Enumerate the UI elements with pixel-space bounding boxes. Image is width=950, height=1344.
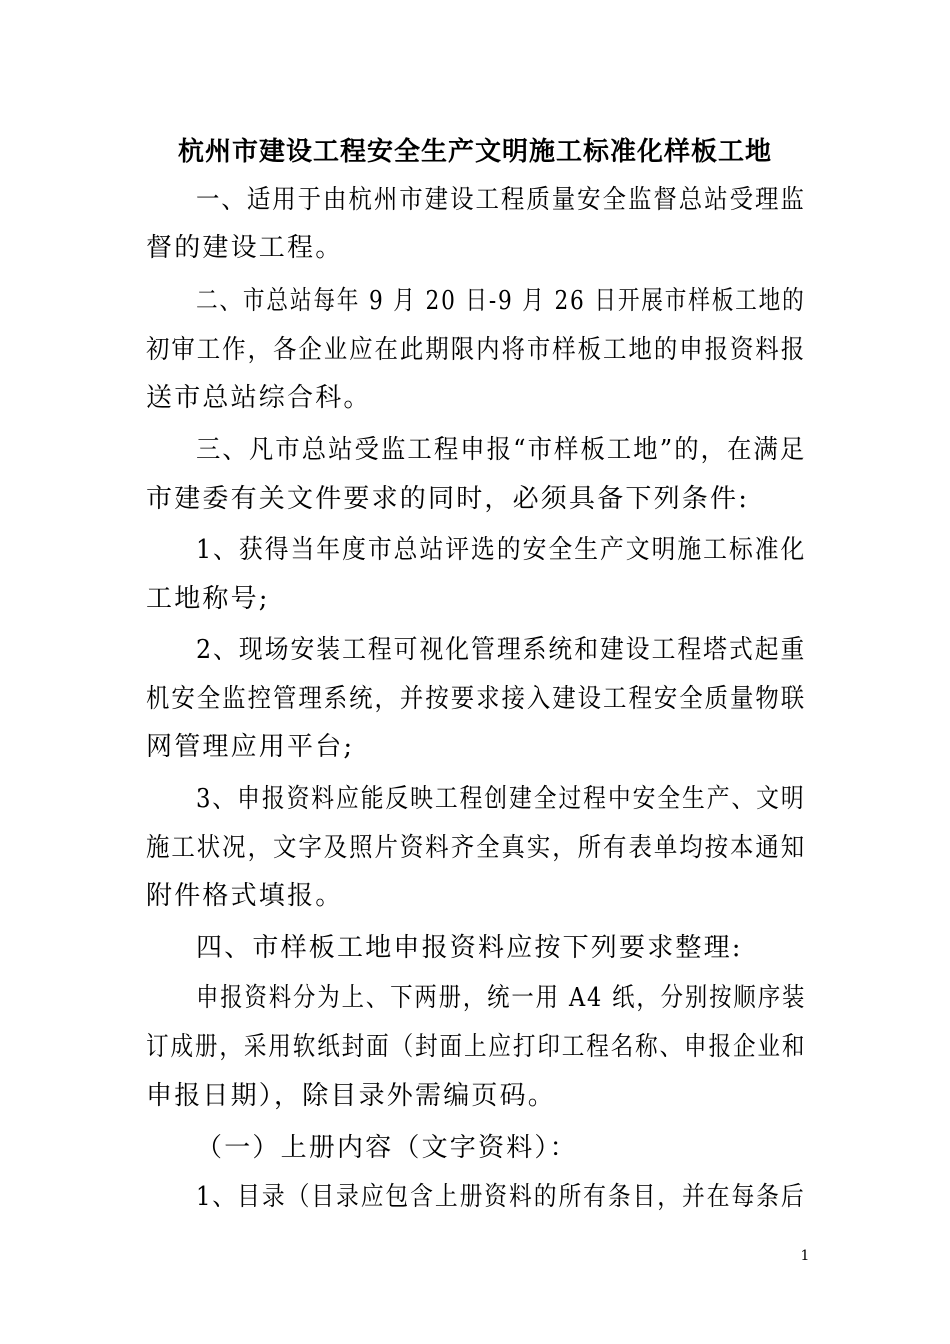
paragraph-line: 工地称号;	[146, 584, 270, 614]
document-title: 杭州市建设工程安全生产文明施工标准化样板工地	[177, 137, 772, 167]
paragraph-line: 3、申报资料应能反映工程创建全过程中安全生产、文明	[196, 784, 806, 814]
paragraph-line: 附件格式填报。	[146, 881, 344, 911]
paragraph-line: 订成册，采用软纸封面（封面上应打印工程名称、申报企业和	[146, 1032, 807, 1062]
paragraph-line: 1、目录（目录应包含上册资料的所有条目，并在每条后	[196, 1182, 806, 1212]
paragraph-line: 施工状况，文字及照片资料齐全真实，所有表单均按本通知	[146, 833, 807, 863]
paragraph-line: 四、市样板工地申报资料应按下列要求整理:	[196, 933, 743, 963]
paragraph-line: 1、获得当年度市总站评选的安全生产文明施工标准化	[196, 535, 807, 565]
paragraph-line: 一、适用于由杭州市建设工程质量安全监督总站受理监	[196, 185, 806, 215]
paragraph-line: 网管理应用平台;	[146, 732, 355, 762]
paragraph-line: 二、市总站每年 9 月 20 日-9 月 26 日开展市样板工地的	[196, 286, 806, 316]
paragraph-line: 申报日期），除目录外需编页码。	[146, 1081, 557, 1111]
paragraph-line: 送市总站综合科。	[146, 383, 372, 413]
paragraph-line: 市建委有关文件要求的同时，必须具备下列条件:	[146, 484, 750, 514]
paragraph-line: 督的建设工程。	[146, 233, 344, 263]
paragraph-line: 2、现场安装工程可视化管理系统和建设工程塔式起重	[196, 635, 807, 665]
paragraph-line: （一）上册内容（文字资料）：	[196, 1133, 578, 1163]
paragraph-line: 申报资料分为上、下两册，统一用 A4 纸，分别按顺序装	[196, 983, 807, 1013]
paragraph-line: 三、凡市总站受监工程申报“市样板工地”的，在满足	[196, 435, 807, 465]
page-number: 1	[800, 1248, 810, 1264]
paragraph-line: 初审工作，各企业应在此期限内将市样板工地的申报资料报	[146, 335, 807, 365]
paragraph-line: 机安全监控管理系统，并按要求接入建设工程安全质量物联	[146, 684, 807, 714]
